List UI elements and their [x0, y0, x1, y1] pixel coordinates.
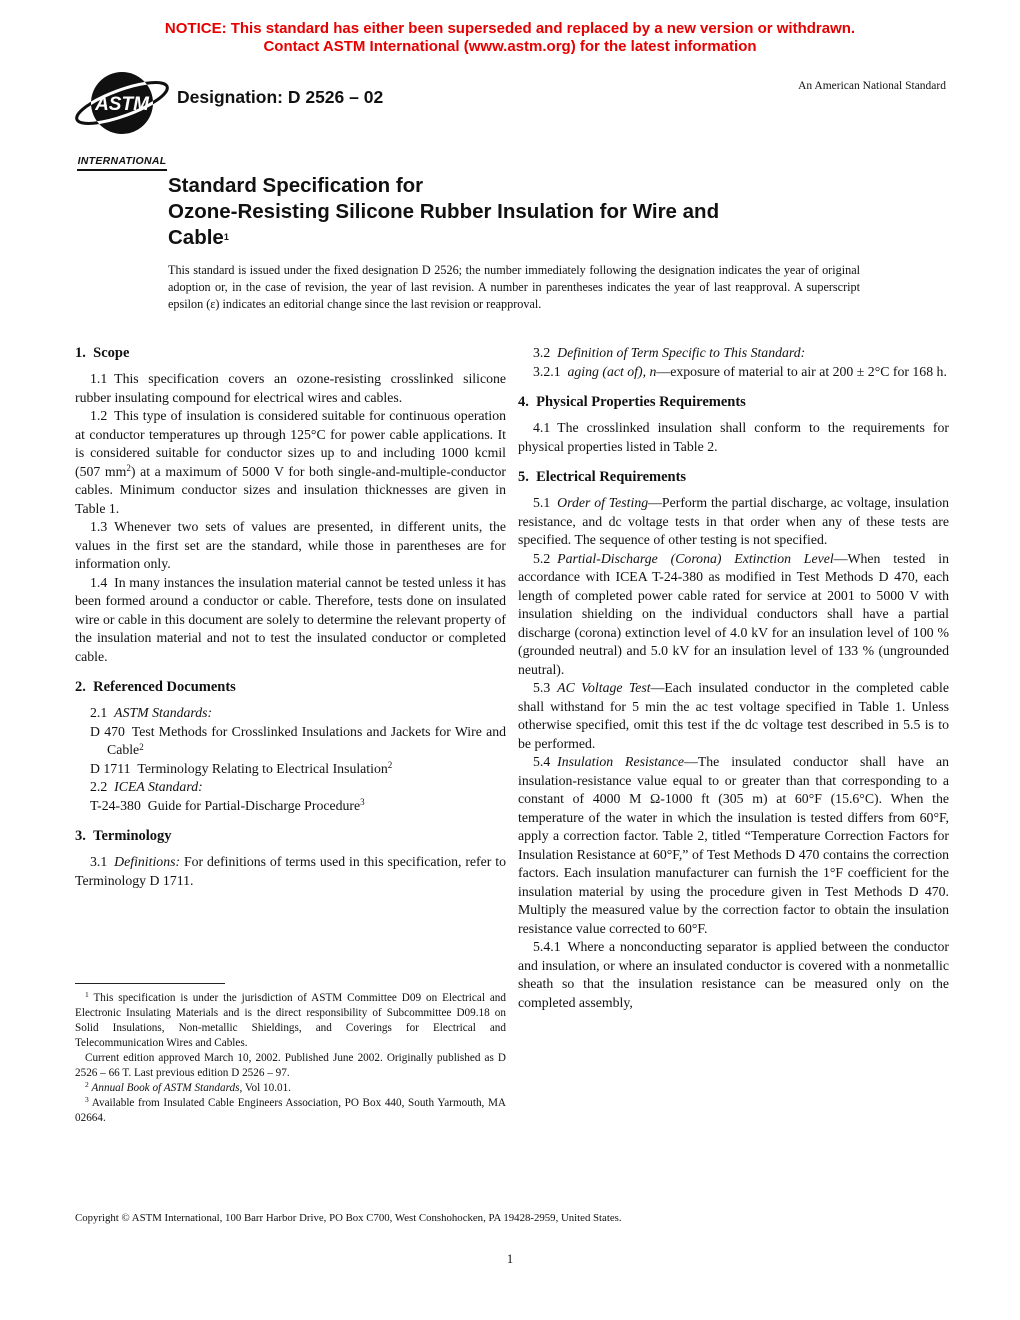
page-number: 1: [506, 1252, 514, 1266]
paragraph-5-2: 5.2 Partial-Discharge (Corona) Extinction Level—When tested in accordance with ICEA T-24-380 as modified in Test Methods D 470, each length of completed power cable rated for service at 2001 to 5000 V with insulation shielding on the individual conductors shall have a partial discharge (corona) extinction level of 4.0 kV for an insulation level of 100 % (grounded neutral) and 5.0 kV for an insulation level of 133 % (ungrounded neutral).: [518, 550, 949, 677]
astm-logo: [70, 64, 174, 171]
paragraph-1-4: 1.4 In many instances the insulation material cannot be tested unless it has been formed around a conductor or cable. Therefore, tests done on insulated wire or cable in this document are solely to determine the relevant property of the insulation material and not to test the insulated conductor or completed cable.: [75, 574, 506, 664]
paragraph-5-4: 5.4 Insulation Resistance—The insulated conductor shall have an insulation-resistance value equal to or greater than that corresponding to a constant of 4000 M Ω-1000 ft (305 m) at 60°F (15.6°C). When the temperature of the water in which the insulation is tested differs from 60°F, apply a correction factor. Table 2, titled “Temperature Correction Factors for Insulation Resistance at 60°F,” of Test Methods D 470 contains the correction factors. Each insulation manufacturer can furnish the 1°F coefficient for the insulation material by using the procedure given in Test Methods D 470. Multiply the measured value by the correction factor to obtain the insulation resistance value corrected to 60°F.: [518, 754, 949, 936]
footnote-1-edition: Current edition approved March 10, 2002. Published June 2002. Originally published as D 2526 – 66 T. Last previous edition D 2526 – 97.: [75, 1052, 506, 1079]
section-heading-electrical-requirements: 5. Electrical Requirements: [518, 469, 687, 485]
paragraph-3-2: 3.2 Definition of Term Specific to This Standard:: [533, 345, 806, 360]
astm-logo-text: ASTM: [95, 94, 149, 115]
astm-logo-mark: [70, 64, 174, 146]
section-heading-physical-properties: 4. Physical Properties Requirements: [518, 394, 746, 410]
footnote-divider: [75, 983, 225, 984]
paragraph-2-2: 2.2 ICEA Standard:: [90, 779, 203, 794]
notice-line1: NOTICE: This standard has either been superseded and replaced by a new version or withdrawn.: [164, 20, 856, 37]
title-line1: Standard Specification for: [168, 174, 424, 197]
footnote-3: $^3$ Available from Insulated Cable Engineers Association, PO Box 440, South Yarmouth, MA 02664.: [75, 1095, 506, 1124]
footnote-1: $^1$ This specification is under the jurisdiction of ASTM Committee D09 on Electrical and Electronic Insulating Materials and is the direct responsibility of Subcommittee D09.18 on Solid Insulations, Non-metallic Shieldings, and Coverings for Electrical and Telecommunication Wires and Cables.: [75, 990, 506, 1049]
section-heading-scope: 1. Scope: [75, 345, 130, 361]
paragraph-3-2-1: 3.2.1 aging (act of), n—exposure of material to air at 200 ± 2°C for 168 h.: [533, 363, 947, 379]
title-line3: Cable$^1$: [168, 226, 229, 249]
national-standard-note: An American National Standard: [798, 80, 946, 92]
paragraph-4-1: 4.1 The crosslinked insulation shall conform to the requirements for physical properties listed in Table 2.: [518, 420, 949, 454]
paragraph-1-1: 1.1 This specification covers an ozone-resisting crosslinked silicone rubber insulating compound for electrical wires and cables.: [75, 371, 506, 405]
paragraph-5-3: 5.3 AC Voltage Test—Each insulated conductor in the completed cable shall withstand for 5 min the ac test voltage specified in Table 1. Unless otherwise specified, omit this test if the dc voltage test described in 5.5 is to be performed.: [518, 680, 949, 751]
copyright-line: Copyright © ASTM International, 100 Barr Harbor Drive, PO Box C700, West Conshohocken, PA 19428-2959, United States.: [75, 1212, 622, 1224]
footnotes-block: [75, 983, 506, 1126]
reference-d1711: D 1711 Terminology Relating to Electrical Insulation$^2$: [90, 760, 393, 776]
paragraph-1-3: 1.3 Whenever two sets of values are presented, in different units, the values in the first set are the standard, while those in parentheses are for information only.: [75, 519, 506, 571]
title-line2: Ozone-Resisting Silicone Rubber Insulation for Wire and: [168, 200, 720, 223]
reference-d470: D 470 Test Methods for Crosslinked Insulations and Jackets for Wire and Cable$^2$: [90, 723, 506, 757]
paragraph-5-4-1: 5.4.1 Where a nonconducting separator is applied between the conductor and insulation, or where an insulated conductor is covered with a nonmetallic sheath so that the insulation resistance can be measured only on the completed assembly,: [518, 939, 949, 1010]
supersession-notice: [0, 20, 1020, 56]
section-heading-terminology: 3. Terminology: [75, 828, 172, 844]
section-heading-referenced-documents: 2. Referenced Documents: [75, 679, 236, 695]
astm-logo-subtext: INTERNATIONAL: [77, 155, 168, 171]
reference-t24380: T-24-380 Guide for Partial-Discharge Procedure$^3$: [90, 797, 365, 813]
left-column: [75, 344, 506, 890]
preamble-text: This standard is issued under the fixed designation D 2526; the number immediately following the designation indicates the year of original adoption or, in the case of revision, the year of last revision. A number in parentheses indicates the year of last reapproval. A superscript epsilon (ε) indicates an editorial change since the last revision or reapproval.: [168, 263, 860, 312]
right-column: [518, 344, 949, 1012]
designation: Designation: D 2526 – 02: [177, 87, 384, 107]
paragraph-1-2: 1.2 This type of insulation is considered suitable for continuous operation at conductor temperatures up through 125°C for power cable applications. It is considered suitable for conductor sizes up to and including 1000 kcmil (507 $mm^2$) at a maximum of 5000 V for both single-and-multiple-conductor cables. Minimum conductor sizes and insulation thicknesses are given in Table 1.: [75, 408, 506, 516]
document-title: [168, 173, 888, 251]
footnote-2: $^2$ Annual Book of ASTM Standards, Vol 10.01.: [85, 1080, 291, 1094]
paragraph-2-1: 2.1 ASTM Standards:: [90, 705, 213, 720]
notice-line2: Contact ASTM International (www.astm.org) for the latest information: [263, 38, 757, 55]
paragraph-3-1: 3.1 Definitions: For definitions of terms used in this specification, refer to Terminology D 1711.: [75, 854, 506, 888]
paragraph-5-1: 5.1 Order of Testing—Perform the partial discharge, ac voltage, insulation resistance, and dc voltage tests in that order when any of these tests are specified. The sequence of other testing is not specified.: [518, 495, 949, 547]
